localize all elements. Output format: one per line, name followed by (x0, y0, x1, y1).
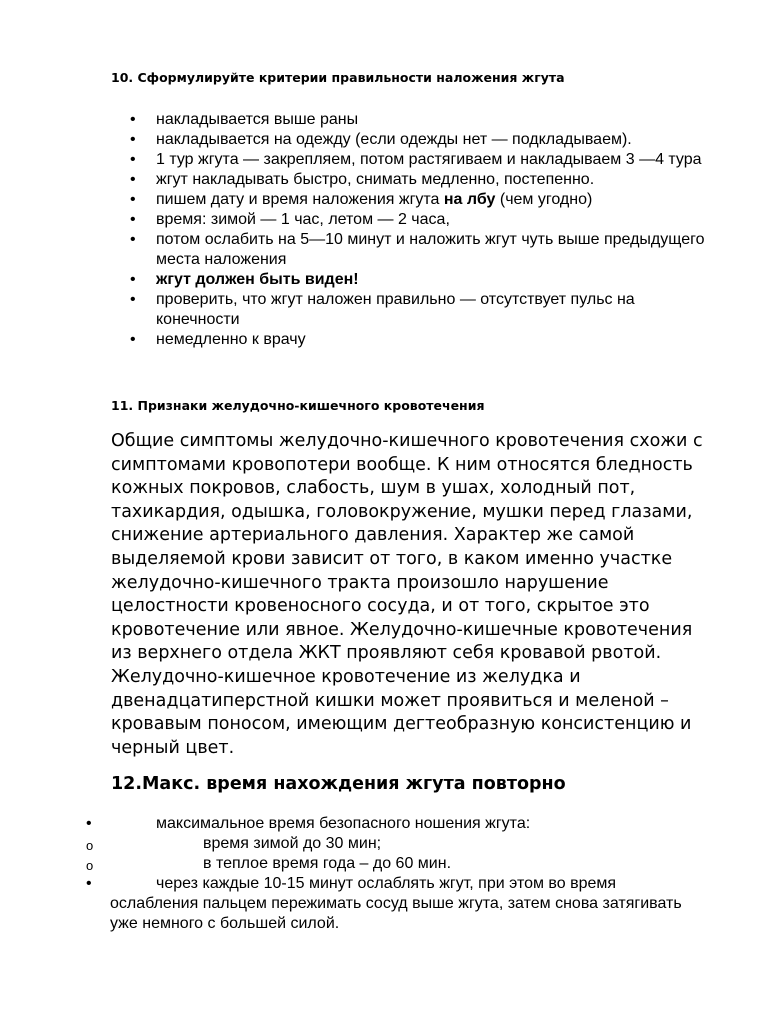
list-item: o в теплое время года – до 60 мин. (86, 854, 706, 874)
list-item: • пишем дату и время наложения жгута на лбу (чем угодно) (110, 190, 710, 210)
bullet-marker: • (86, 815, 92, 832)
list-item: • потом ослабить на 5—10 минут и наложить жгут чуть выше предыдущего места наложения (110, 230, 710, 270)
list-item: • жгут накладывать быстро, снимать медленно, постепенно. (110, 170, 710, 190)
circle-marker: o (86, 858, 94, 873)
section-11-paragraph: Общие симптомы желудочно-кишечного кровотечения схожи с симптомами кровопотери вообще. К ним относятся бледность кожных покровов, слабость, шум в ушах, холодный пот, тахикардия, одышка, головокружение, мушки перед глазами, снижение артериального давления. Характер же самой выделяемой крови зависит от того, в каком именно участке желудочно-кишечного тракта произошло нарушение целостности кровеносного сосуда, и от того, скрытое это кровотечение или явное. Желудочно-кишечные кровотечения из верхнего отдела ЖКТ проявляют себя кровавой рвотой. Желудочно-кишечное кровотечение из желудка и двенадцатиперстной кишки может проявиться и меленой – кровавым поносом, имеющим дегтеобразную консистенцию и черный цвет. (111, 431, 703, 758)
list-item: • через каждые 10-15 минут ослаблять жгут, при этом во время ослабления пальцем пережимать сосуд выше жгута, затем снова затягивать уже немного с большей силой. (86, 875, 682, 932)
bold-text: жгут должен быть виден! (156, 271, 359, 288)
list-item: • максимальное время безопасного ношения жгута: (86, 815, 531, 832)
section-12-heading: 12.Макс. время нахождения жгута повторно (111, 774, 566, 794)
section-10-list (110, 110, 710, 350)
list-item: • время: зимой — 1 час, летом — 2 часа, (110, 210, 710, 230)
section-12-list (86, 814, 706, 934)
circle-marker: o (86, 838, 94, 853)
list-item: • накладывается на одежду (если одежды нет — подкладываем). (110, 130, 710, 150)
list-item: o время зимой до 30 мин; (86, 834, 706, 854)
bullet-marker: • (86, 875, 92, 892)
list-item: • проверить, что жгут наложен правильно — отсутствует пульс на конечности (110, 290, 710, 330)
list-item: • 1 тур жгута — закрепляем, потом растягиваем и накладываем 3 —4 тура (110, 150, 710, 170)
list-item (110, 270, 710, 290)
section-10-heading: 10. Сформулируйте критерии правильности наложения жгута (111, 70, 565, 85)
list-item: • накладывается выше раны (110, 110, 710, 130)
bold-text: на лбу (443, 191, 496, 208)
section-11-heading: 11. Признаки желудочно-кишечного кровотечения (111, 398, 485, 413)
list-item: • немедленно к врачу (110, 330, 710, 350)
